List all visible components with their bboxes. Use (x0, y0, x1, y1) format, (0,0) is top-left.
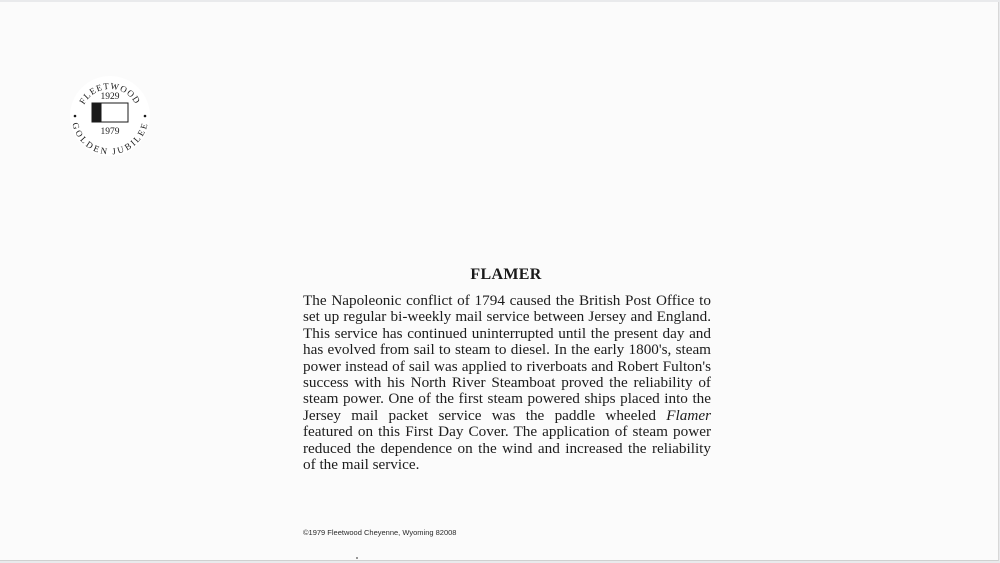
envelope-back (0, 2, 999, 561)
fleetwood-golden-jubilee-logo (68, 74, 152, 158)
page-title: FLAMER (470, 266, 542, 283)
seal-year-top: 1929 (100, 92, 120, 102)
seal-dot-left (74, 115, 77, 118)
description-text-part-2: featured on this First Day Cover. The application of steam power reduced the dependence on the wind and increased the reliability of the mail service. (303, 423, 711, 474)
seal-progress-fill (93, 104, 102, 122)
seal-top-text: FLEETWOOD (77, 80, 143, 106)
seal-year-bottom: 1979 (100, 127, 120, 137)
description-text-part-1: The Napoleonic conflict of 1794 caused the British Post Office to set up regular bi-weekly mail service between Jersey and England. This service has continued uninterrupted until the present day and has evolved from sail to steam to diesel. In the early 1800's, steam power instead of sail was applied to riverboats and Robert Fulton's success with his North River Steamboat proved the reliability of steam power. One of the first steam powered ships placed into the Jersey mail packet service was the paddle wheeled (303, 292, 711, 424)
seal-bottom-text: GOLDEN JUBILEE (70, 121, 150, 157)
copyright-notice: ©1979 Fleetwood Cheyenne, Wyoming 82008 (303, 528, 457, 537)
jubilee-seal-icon (68, 74, 152, 158)
description-paragraph (303, 293, 711, 473)
seal-dot-right (144, 115, 147, 118)
paper-speck (356, 557, 358, 559)
ship-name-italic: Flamer (666, 406, 711, 424)
